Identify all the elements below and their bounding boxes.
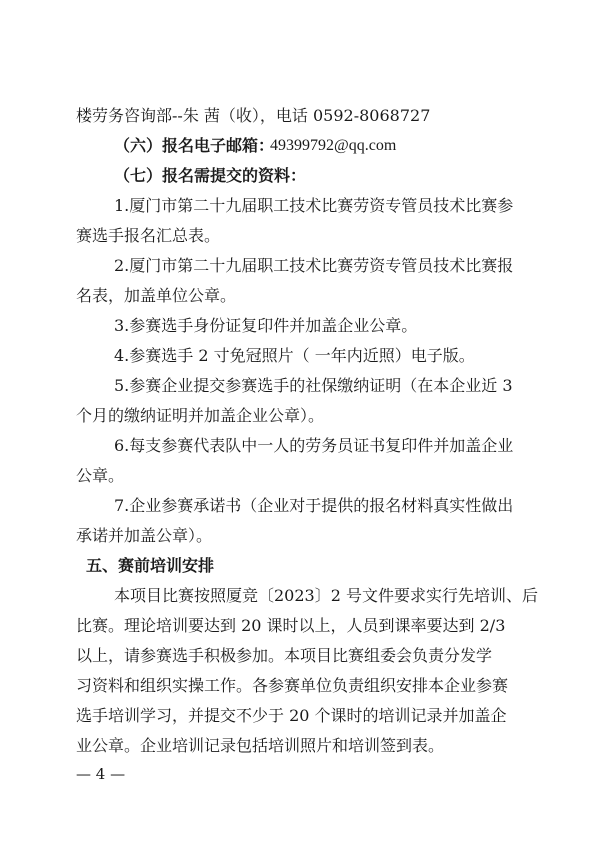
training-paragraph-line-3: 以上，请参赛选手积极参加。本项目比赛组委会负责分发学 bbox=[76, 646, 493, 665]
item-6-line-2: 公章。 bbox=[76, 466, 125, 485]
training-paragraph-line-6: 业公章。企业培训记录包括培训照片和培训签到表。 bbox=[76, 736, 445, 755]
item-1-line-1: 1.厦门市第二十九届职工技术比赛劳资专管员技术比赛参 bbox=[114, 196, 514, 215]
training-paragraph-line-4: 习资料和组织实操工作。各参赛单位负责组织安排本企业参赛 bbox=[76, 676, 509, 695]
section-5-heading: 五、赛前培训安排 bbox=[86, 556, 215, 575]
item-4: 4.参赛选手 2 寸免冠照片（ 一年内近照）电子版。 bbox=[114, 346, 475, 365]
section-7-heading: （七）报名需提交的资料： bbox=[114, 166, 307, 185]
email-address: 49399792@qq.com bbox=[270, 137, 397, 154]
item-7-line-1: 7.企业参赛承诺书（企业对于提供的报名材料真实性做出 bbox=[114, 496, 514, 515]
item-5-line-2: 个月的缴纳证明并加盖企业公章）。 bbox=[76, 406, 325, 425]
item-2-line-2: 名表，加盖单位公章。 bbox=[76, 286, 237, 305]
contact-line: 楼劳务咨询部--朱 茜（收），电话 0592-8068727 bbox=[76, 106, 431, 125]
item-3: 3.参赛选手身份证复印件并加盖企业公章。 bbox=[114, 316, 418, 335]
training-paragraph-line-2: 比赛。理论培训要达到 20 课时以上，人员到课率要达到 2/3 bbox=[76, 616, 506, 635]
item-6-line-1: 6.每支参赛代表队中一人的劳务员证书复印件并加盖企业 bbox=[114, 436, 514, 455]
page-number: — 4 — bbox=[76, 765, 126, 783]
item-2-line-1: 2.厦门市第二十九届职工技术比赛劳资专管员技术比赛报 bbox=[114, 256, 514, 275]
item-7-line-2: 承诺并加盖公章）。 bbox=[76, 526, 213, 545]
item-1-line-2: 赛选手报名汇总表。 bbox=[76, 226, 221, 245]
section-6-heading: （六）报名电子邮箱： bbox=[114, 136, 275, 155]
item-5-line-1: 5.参赛企业提交参赛选手的社保缴纳证明（在本企业近 3 bbox=[114, 376, 513, 395]
training-paragraph-line-1: 本项目比赛按照厦竞〔2023〕2 号文件要求实行先培训、后 bbox=[114, 586, 538, 605]
training-paragraph-line-5: 选手培训学习，并提交不少于 20 个课时的培训记录并加盖企 bbox=[76, 706, 507, 725]
